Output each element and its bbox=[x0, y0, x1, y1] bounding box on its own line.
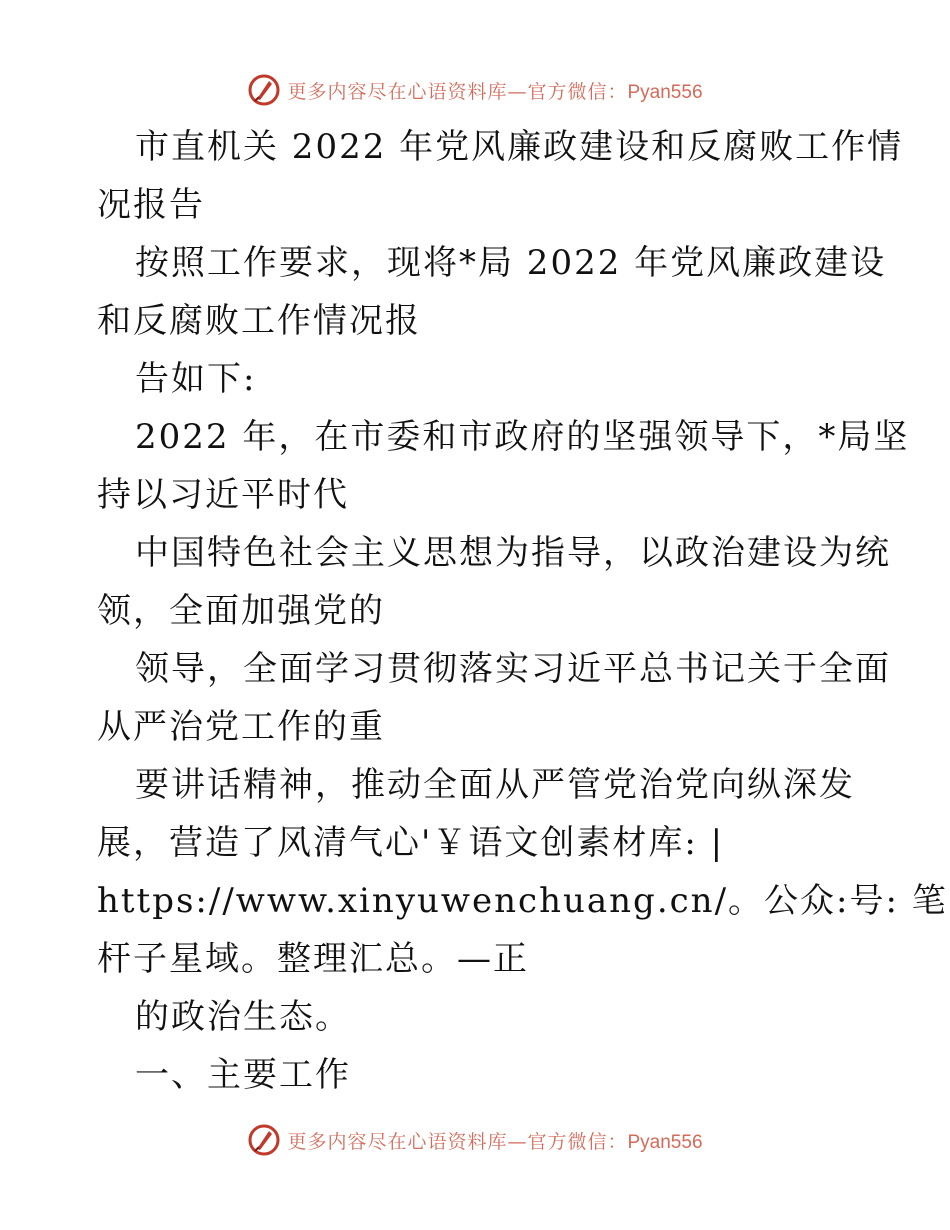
text-line: 一、主要工作 bbox=[135, 1055, 351, 1095]
document-body bbox=[97, 118, 948, 1104]
text-line: 中国特色社会主义思想为指导，以政治建设为统 bbox=[135, 533, 891, 573]
quill-logo-icon bbox=[247, 1123, 281, 1157]
text-line: 要讲话精神，推动全面从严管党治党向纵深发 bbox=[135, 765, 855, 805]
text-line: 2022 年，在市委和市政府的坚强领导下，*局坚 bbox=[135, 417, 910, 457]
text-line: 和反腐败工作情况报 bbox=[97, 301, 421, 341]
text-line: 展，营造了风清气心'￥语文创素材库: | bbox=[97, 823, 725, 863]
text-line: 从严治党工作的重 bbox=[97, 707, 385, 747]
text-line: 市直机关 2022 年党风廉政建设和反腐败工作情 bbox=[135, 127, 904, 167]
text-line: 杆子星域。整理汇总。—正 bbox=[97, 939, 529, 979]
text-line: 领，全面加强党的 bbox=[97, 591, 385, 631]
text-line: 告如下: bbox=[135, 359, 257, 399]
header-watermark bbox=[0, 70, 950, 110]
text-line: 持以习近平时代 bbox=[97, 475, 349, 515]
footer-watermark bbox=[0, 1120, 950, 1160]
text-line: 按照工作要求，现将*局 2022 年党风廉政建设 bbox=[135, 243, 887, 283]
text-line: https://www.xinyuwenchuang.cn/。公众:号: 笔 bbox=[97, 881, 948, 921]
text-line: 况报告 bbox=[97, 185, 205, 225]
text-line: 的政治生态。 bbox=[135, 997, 351, 1037]
watermark-text: 更多内容尽在心语资料库—官方微信：Pyan556 bbox=[287, 1130, 703, 1153]
watermark-text: 更多内容尽在心语资料库—官方微信：Pyan556 bbox=[287, 80, 703, 103]
text-line: 领导，全面学习贯彻落实习近平总书记关于全面 bbox=[135, 649, 891, 689]
quill-logo-icon bbox=[247, 73, 281, 107]
